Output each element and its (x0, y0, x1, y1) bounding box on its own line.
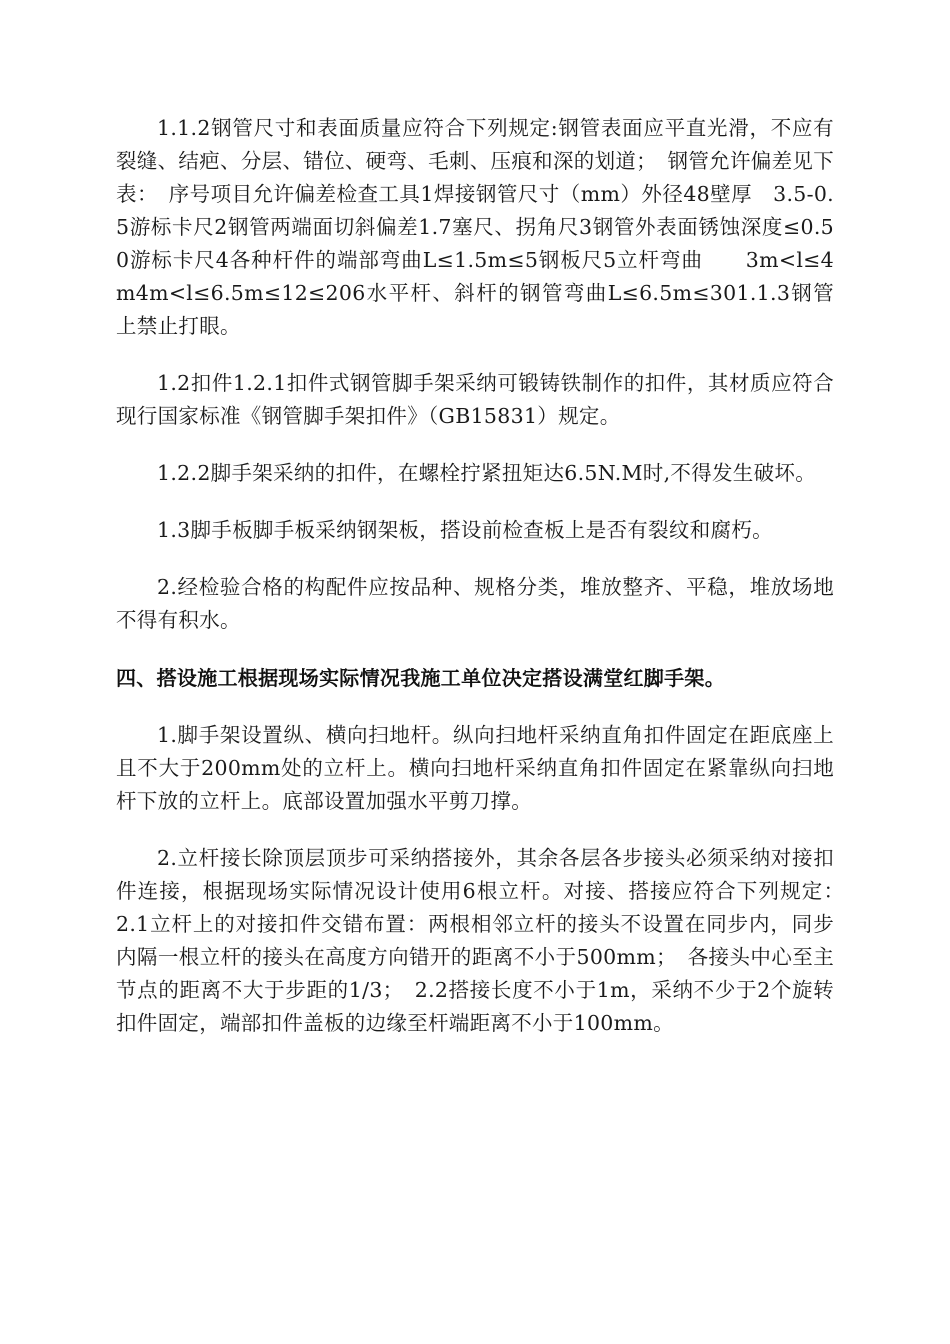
section-heading: 四、搭设施工根据现场实际情况我施工单位决定搭设满堂红脚手架。 (116, 666, 725, 690)
paragraph-component-storage: 2.经检验合格的构配件应按品种、规格分类，堆放整齐、平稳，堆放场地不得有积水。 (116, 575, 834, 632)
paragraph-pole-joints: 2.立杆接长除顶层顶步可采纳搭接外，其余各层各步接头必须采纳对接扣件连接，根据现场实际情况设计使用6根立杆。对接、搭接应符合下列规定： 2.1立杆上的对接扣件交错布置：两根相邻立杆的接头不设置在同步内，同步内隔一根立杆的接头在高度方向错开的距离不小于500mm； 各接头中心至主节点的距离不大于步距的1/3； 2.2搭接长度不小于1m，采纳不少于2个旋转扣件固定，端部扣件盖板的边缘至杆端距离不小于100mm。 (116, 846, 855, 1035)
paragraph-scaffold-boards: 1.3脚手板脚手板采纳钢架板，搭设前检查板上是否有裂纹和腐朽。 (157, 518, 773, 542)
paragraph-sweep-poles: 1.脚手架设置纵、横向扫地杆。纵向扫地杆采纳直角扣件固定在距底座上且不大于200mm处的立杆上。横向扫地杆采纳直角扣件固定在紧靠纵向扫地杆下放的立杆上。底部设置加强水平剪刀撑。 (116, 723, 834, 813)
paragraph-couplers: 1.2扣件1.2.1扣件式钢管脚手架采纳可锻铸铁制作的扣件，其材质应符合现行国家标准《钢管脚手架扣件》（GB15831）规定。 (116, 371, 834, 428)
paragraph-coupler-torque: 1.2.2脚手架采纳的扣件，在螺栓拧紧扭矩达6.5N.M时,不得发生破坏。 (157, 461, 817, 485)
paragraph-steel-pipe-specs: 1.1.2钢管尺寸和表面质量应符合下列规定:钢管表面应平直光滑，不应有裂缝、结疤、分层、错位、硬弯、毛刺、压痕和深的划道； 钢管允许偏差见下表： 序号项目允许偏差检查工具1焊接钢管尺寸（mm）外径48壁厚 3.5-0.5游标卡尺2钢管两端面切斜偏差1.7塞尺、拐角尺3钢管外表面锈蚀深度≤0.50游标卡尺4各种杆件的端部弯曲L≤1.5m≤5钢板尺5立杆弯曲 3m<l≤4m4m<l≤6.5m≤12≤206水平杆、斜杆的钢管弯曲L≤6.5m≤301.1.3钢管上禁止打眼。 (116, 116, 834, 338)
document-page (116, 112, 855, 1040)
